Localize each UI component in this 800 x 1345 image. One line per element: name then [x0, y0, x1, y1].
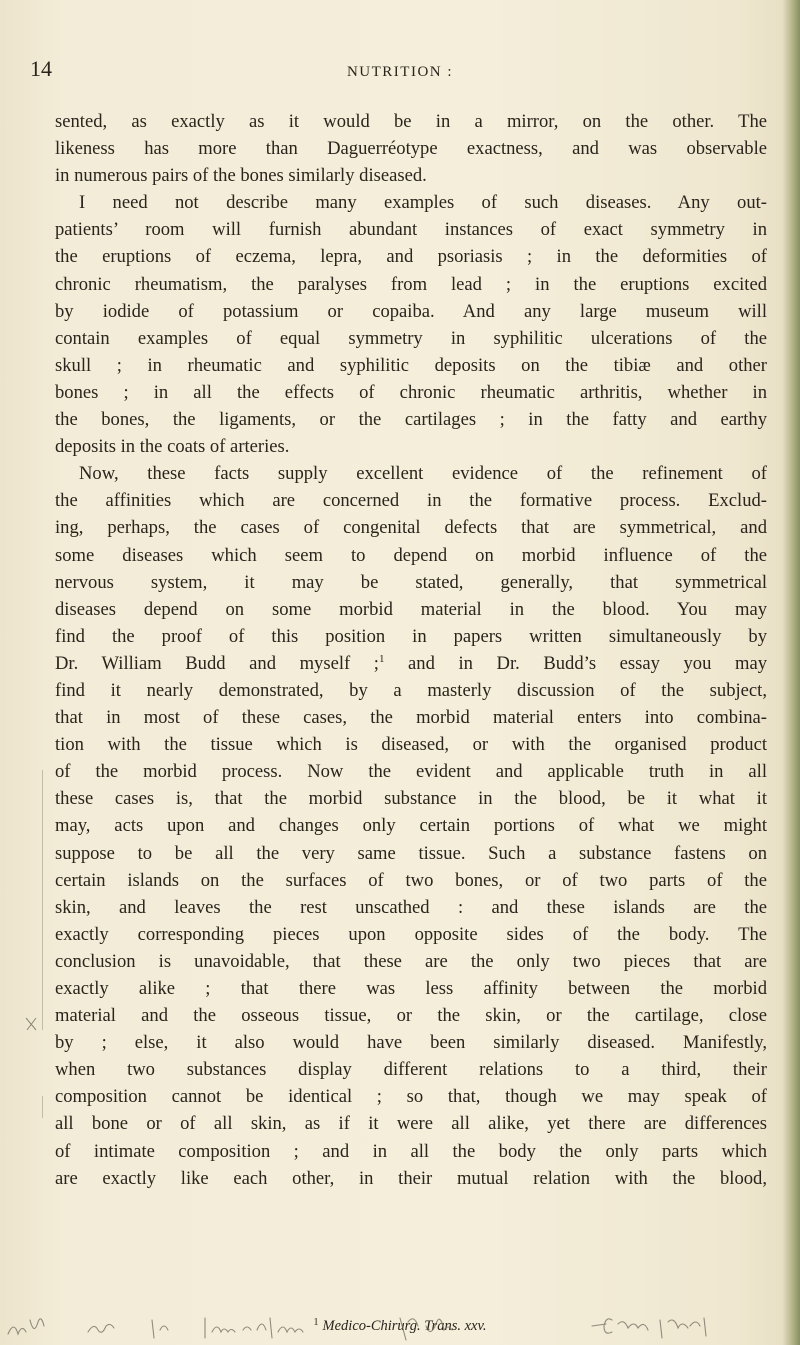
text-line: I need not describe many examples of such diseases. Any out- — [79, 192, 767, 214]
text-line: patients’ room will furnish abundant instances of exact symmetry in — [55, 219, 767, 241]
text-line: by iodide of potassium or copaiba. And any large museum will — [55, 300, 767, 322]
text-line: find the proof of this position in papers written simultaneously by — [55, 625, 767, 647]
text-line: Now, these facts supply excellent evidence of the refinement of — [79, 463, 767, 485]
text-line: composition cannot be identical ; so that, though we may speak of — [55, 1086, 767, 1108]
text-line: certain islands on the surfaces of two bones, or of two parts of the — [55, 869, 767, 891]
margin-cross-mark-icon — [24, 1016, 38, 1032]
text-segment: and in Dr. Budd’s essay you may — [384, 652, 767, 674]
text-segment: Dr. William Budd and myself ; — [55, 652, 379, 674]
text-line: by ; else, it also would have been similarly diseased. Manifestly, — [55, 1032, 767, 1054]
page-edge-shadow — [782, 0, 800, 1345]
text-line: suppose to be all the very same tissue. Such a substance fastens on — [55, 842, 767, 864]
margin-pencil-line — [42, 770, 43, 1030]
page-number: 14 — [30, 56, 52, 81]
footnote-text: Medico-Chirurg. Trans. xxv. — [322, 1318, 487, 1334]
margin-pencil-line — [42, 1096, 43, 1118]
text-line: in numerous pairs of the bones similarly diseased. — [55, 165, 427, 187]
text-line: contain examples of equal symmetry in syphilitic ulcerations of the — [55, 327, 767, 349]
text-line: chronic rheumatism, the paralyses from lead ; in the eruptions excited — [55, 273, 767, 295]
text-line: ing, perhaps, the cases of congenital defects that are symmetrical, and — [55, 517, 767, 539]
text-line-with-footnote-ref — [55, 650, 767, 677]
text-line: conclusion is unavoidable, that these are the only two pieces that are — [55, 950, 767, 972]
body-text — [55, 108, 767, 1192]
text-line: may, acts upon and changes only certain portions of what we might — [55, 815, 767, 837]
text-line: that in most of these cases, the morbid material enters into combina- — [55, 707, 767, 729]
text-line: find it nearly demonstrated, by a masterly discussion of the subject, — [55, 679, 767, 701]
text-line: skull ; in rheumatic and syphilitic deposits on the tibiæ and other — [55, 354, 767, 376]
text-line: are exactly like each other, in their mutual relation with the blood, — [55, 1167, 767, 1189]
text-line: deposits in the coats of arteries. — [55, 436, 290, 458]
text-line: sented, as exactly as it would be in a mirror, on the other. The — [55, 111, 767, 132]
text-line: material and the osseous tissue, or the skin, or the cartilage, close — [55, 1005, 767, 1027]
text-line: likeness has more than Daguerréotype exactness, and was observable — [55, 138, 767, 160]
running-head: NUTRITION : — [346, 64, 454, 80]
text-line: exactly corresponding pieces upon opposite sides of the body. The — [55, 923, 767, 945]
text-line: the affinities which are concerned in the formative process. Exclud- — [55, 490, 767, 512]
text-line: tion with the tissue which is diseased, or with the organised product — [55, 734, 767, 756]
text-line: nervous system, it may be stated, generally, that symmetrical — [55, 571, 767, 593]
text-line: bones ; in all the effects of chronic rheumatic arthritis, whether in — [55, 381, 767, 403]
handwritten-pencil-annotation — [0, 1290, 800, 1345]
text-line: of intimate composition ; and in all the body the only parts which — [55, 1140, 767, 1162]
text-line: the eruptions of eczema, lepra, and psoriasis ; in the deformities of — [55, 246, 767, 268]
text-line: skin, and leaves the rest unscathed : and these islands are the — [55, 896, 767, 918]
text-line: these cases is, that the morbid substance in the blood, be it what it — [55, 788, 767, 810]
text-line: the bones, the ligaments, or the cartilages ; in the fatty and earthy — [55, 409, 767, 431]
text-line: of the morbid process. Now the evident and applicable truth in all — [55, 761, 767, 783]
footnote-ref: 1 — [378, 652, 385, 665]
text-line: exactly alike ; that there was less affinity between the morbid — [55, 978, 767, 999]
text-line: some diseases which seem to depend on morbid influence of the — [55, 544, 767, 566]
text-line: diseases depend on some morbid material in the blood. You may — [55, 598, 767, 620]
text-line: when two substances display different relations to a third, their — [55, 1059, 767, 1081]
text-line: all bone or of all skin, as if it were all alike, yet there are differences — [55, 1113, 767, 1135]
footnote-number: 1 — [313, 1317, 319, 1328]
